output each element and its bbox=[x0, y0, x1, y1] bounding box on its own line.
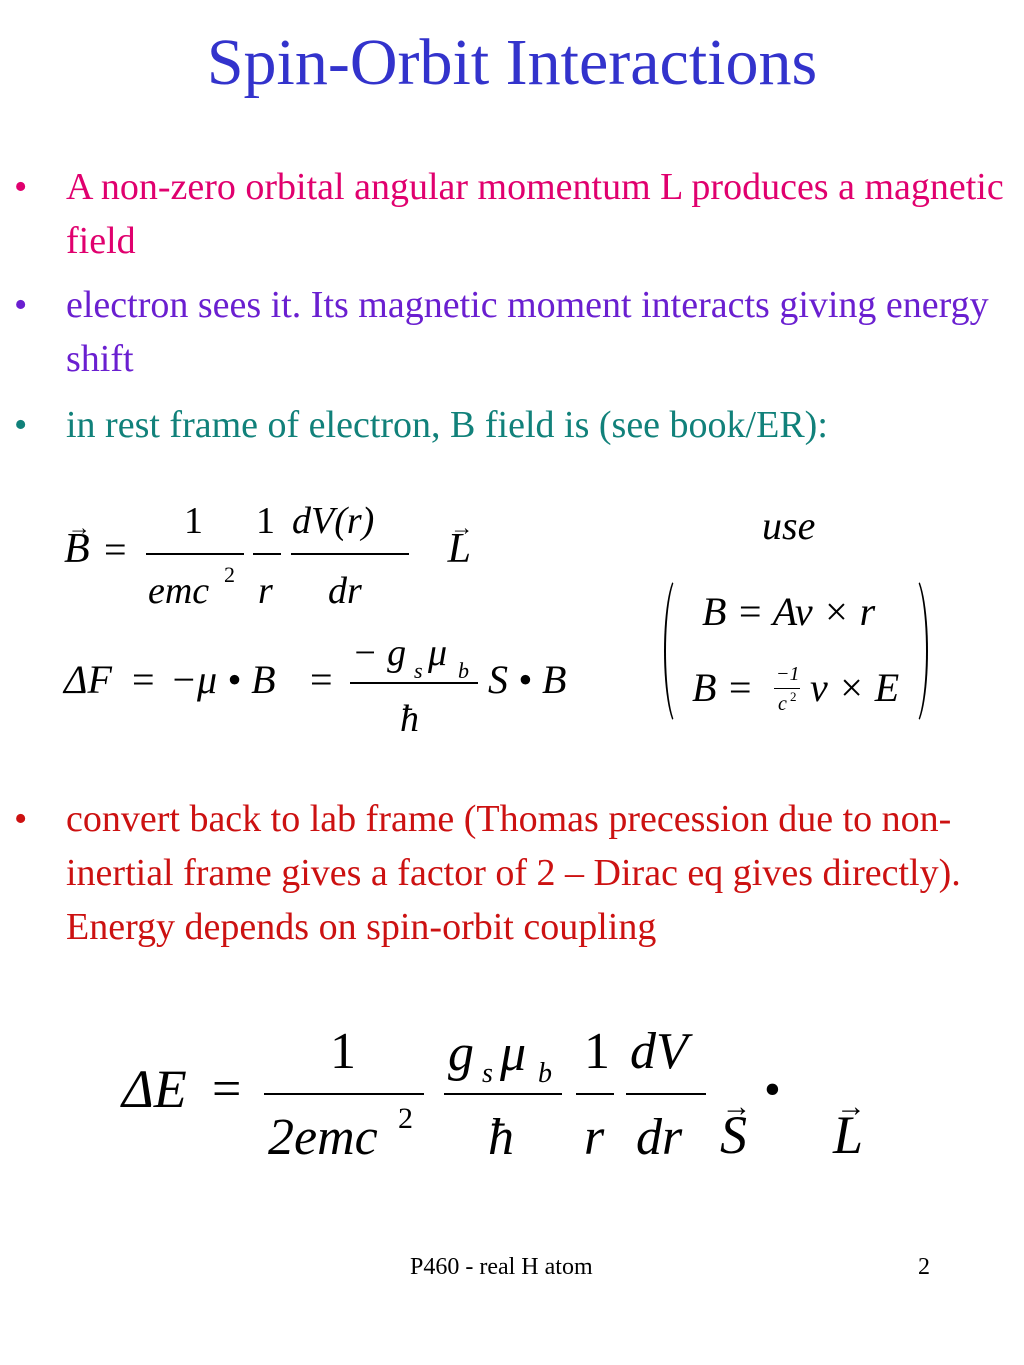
bullet-text: A non-zero orbital angular momentum L produces a magnetic field bbox=[66, 166, 1004, 262]
bullet-marker: • bbox=[14, 284, 28, 326]
use-line2-rhs: v × E bbox=[810, 665, 900, 710]
right-paren bbox=[898, 574, 928, 728]
eq2-tail: S • B bbox=[488, 657, 567, 702]
eq3-frac2-den: ħ bbox=[488, 1109, 514, 1166]
eq1-lhs: B → bbox=[64, 528, 90, 570]
slide-title: Spin-Orbit Interactions bbox=[206, 26, 818, 99]
eq3-frac4-num: dV bbox=[630, 1023, 688, 1080]
eq3-frac4-bar bbox=[626, 1093, 706, 1095]
eq2-num-sub2: b bbox=[458, 658, 469, 683]
eq1-frac3-num: dV(r) bbox=[292, 500, 375, 542]
eq3-frac1-den: 2emc bbox=[268, 1109, 378, 1166]
use-line2-frac-num: −1 bbox=[776, 663, 800, 685]
footer-title: P460 - real H atom bbox=[410, 1254, 593, 1280]
eq3-tail-s: S → bbox=[720, 1108, 747, 1162]
eq3-frac2-num-sub1: s bbox=[482, 1058, 493, 1089]
eq2-equals: = bbox=[132, 657, 155, 702]
eq3-frac2-num-sub2: b bbox=[538, 1058, 552, 1089]
left-paren bbox=[664, 574, 694, 728]
eq1-tail: L → bbox=[448, 528, 471, 570]
eq1-frac1-bar bbox=[146, 553, 244, 555]
bullet-text: electron sees it. Its magnetic moment interacts giving energy shift bbox=[66, 284, 989, 380]
use-label: use bbox=[762, 503, 816, 548]
bullet-item bbox=[14, 160, 1014, 268]
eq3-tail-l: L → bbox=[833, 1108, 863, 1162]
eq3-frac1-bar bbox=[264, 1093, 424, 1095]
eq3-frac3-den: r bbox=[584, 1109, 605, 1166]
eq2-lhs: ΔF bbox=[64, 657, 112, 702]
bullet-item bbox=[14, 278, 1014, 386]
eq1-frac1-num: 1 bbox=[184, 500, 203, 542]
use-line2-frac-den: c bbox=[778, 693, 787, 715]
eq2-num-mu: μ bbox=[428, 632, 448, 674]
eq1-frac3-bar bbox=[291, 553, 409, 555]
eq1-frac2-num: 1 bbox=[256, 500, 275, 542]
bullet-marker: • bbox=[14, 166, 28, 208]
eq3-equals: = bbox=[212, 1061, 242, 1118]
eq3-frac3-bar bbox=[576, 1093, 614, 1095]
eq2-den: ħ bbox=[400, 698, 419, 740]
eq2-num-sub1: s bbox=[414, 658, 423, 683]
bullet-text: convert back to lab frame (Thomas precession due to non-inertial frame gives a factor of 2 – Dirac eq gives directly). Energy depends on spin-orbit coupling bbox=[66, 798, 961, 948]
eq1-equals: = bbox=[104, 527, 127, 572]
use-line1: B = Av × r bbox=[702, 589, 876, 634]
bullet-item bbox=[14, 398, 1014, 452]
eq3-tail-dot: • bbox=[764, 1063, 781, 1116]
use-line2-frac-den-exp: 2 bbox=[790, 689, 797, 704]
bullet-text: in rest frame of electron, B field is (see book/ER): bbox=[66, 404, 828, 446]
eq3-frac2-num-g: g bbox=[448, 1025, 474, 1082]
eq2-frac-bar bbox=[350, 682, 478, 684]
eq3-lhs: ΔE bbox=[122, 1059, 187, 1119]
eq1-frac1-den: emc bbox=[148, 570, 210, 612]
eq3-frac3-num: 1 bbox=[584, 1023, 610, 1080]
use-line2-lhs: B = bbox=[692, 665, 754, 710]
eq1-frac2-bar bbox=[253, 553, 281, 555]
page-number: 2 bbox=[918, 1254, 930, 1280]
eq1-frac1-den-exp: 2 bbox=[224, 562, 235, 587]
eq2-equals2: = bbox=[310, 657, 333, 702]
eq1-frac2-den: r bbox=[258, 570, 273, 612]
eq3-frac1-num: 1 bbox=[330, 1023, 356, 1080]
eq3-frac1-den-exp: 2 bbox=[398, 1102, 413, 1135]
eq3-frac2-num-mu: μ bbox=[500, 1025, 527, 1082]
eq2-mid: −μ • B bbox=[170, 657, 276, 702]
bullet-marker: • bbox=[14, 404, 28, 446]
bullet-item bbox=[14, 792, 1014, 954]
eq2-num: − g bbox=[352, 632, 407, 674]
eq1-frac3-den: dr bbox=[328, 570, 362, 612]
bullet-marker: • bbox=[14, 798, 28, 840]
eq3-frac2-bar bbox=[444, 1093, 562, 1095]
eq3-frac4-den: dr bbox=[636, 1109, 683, 1166]
